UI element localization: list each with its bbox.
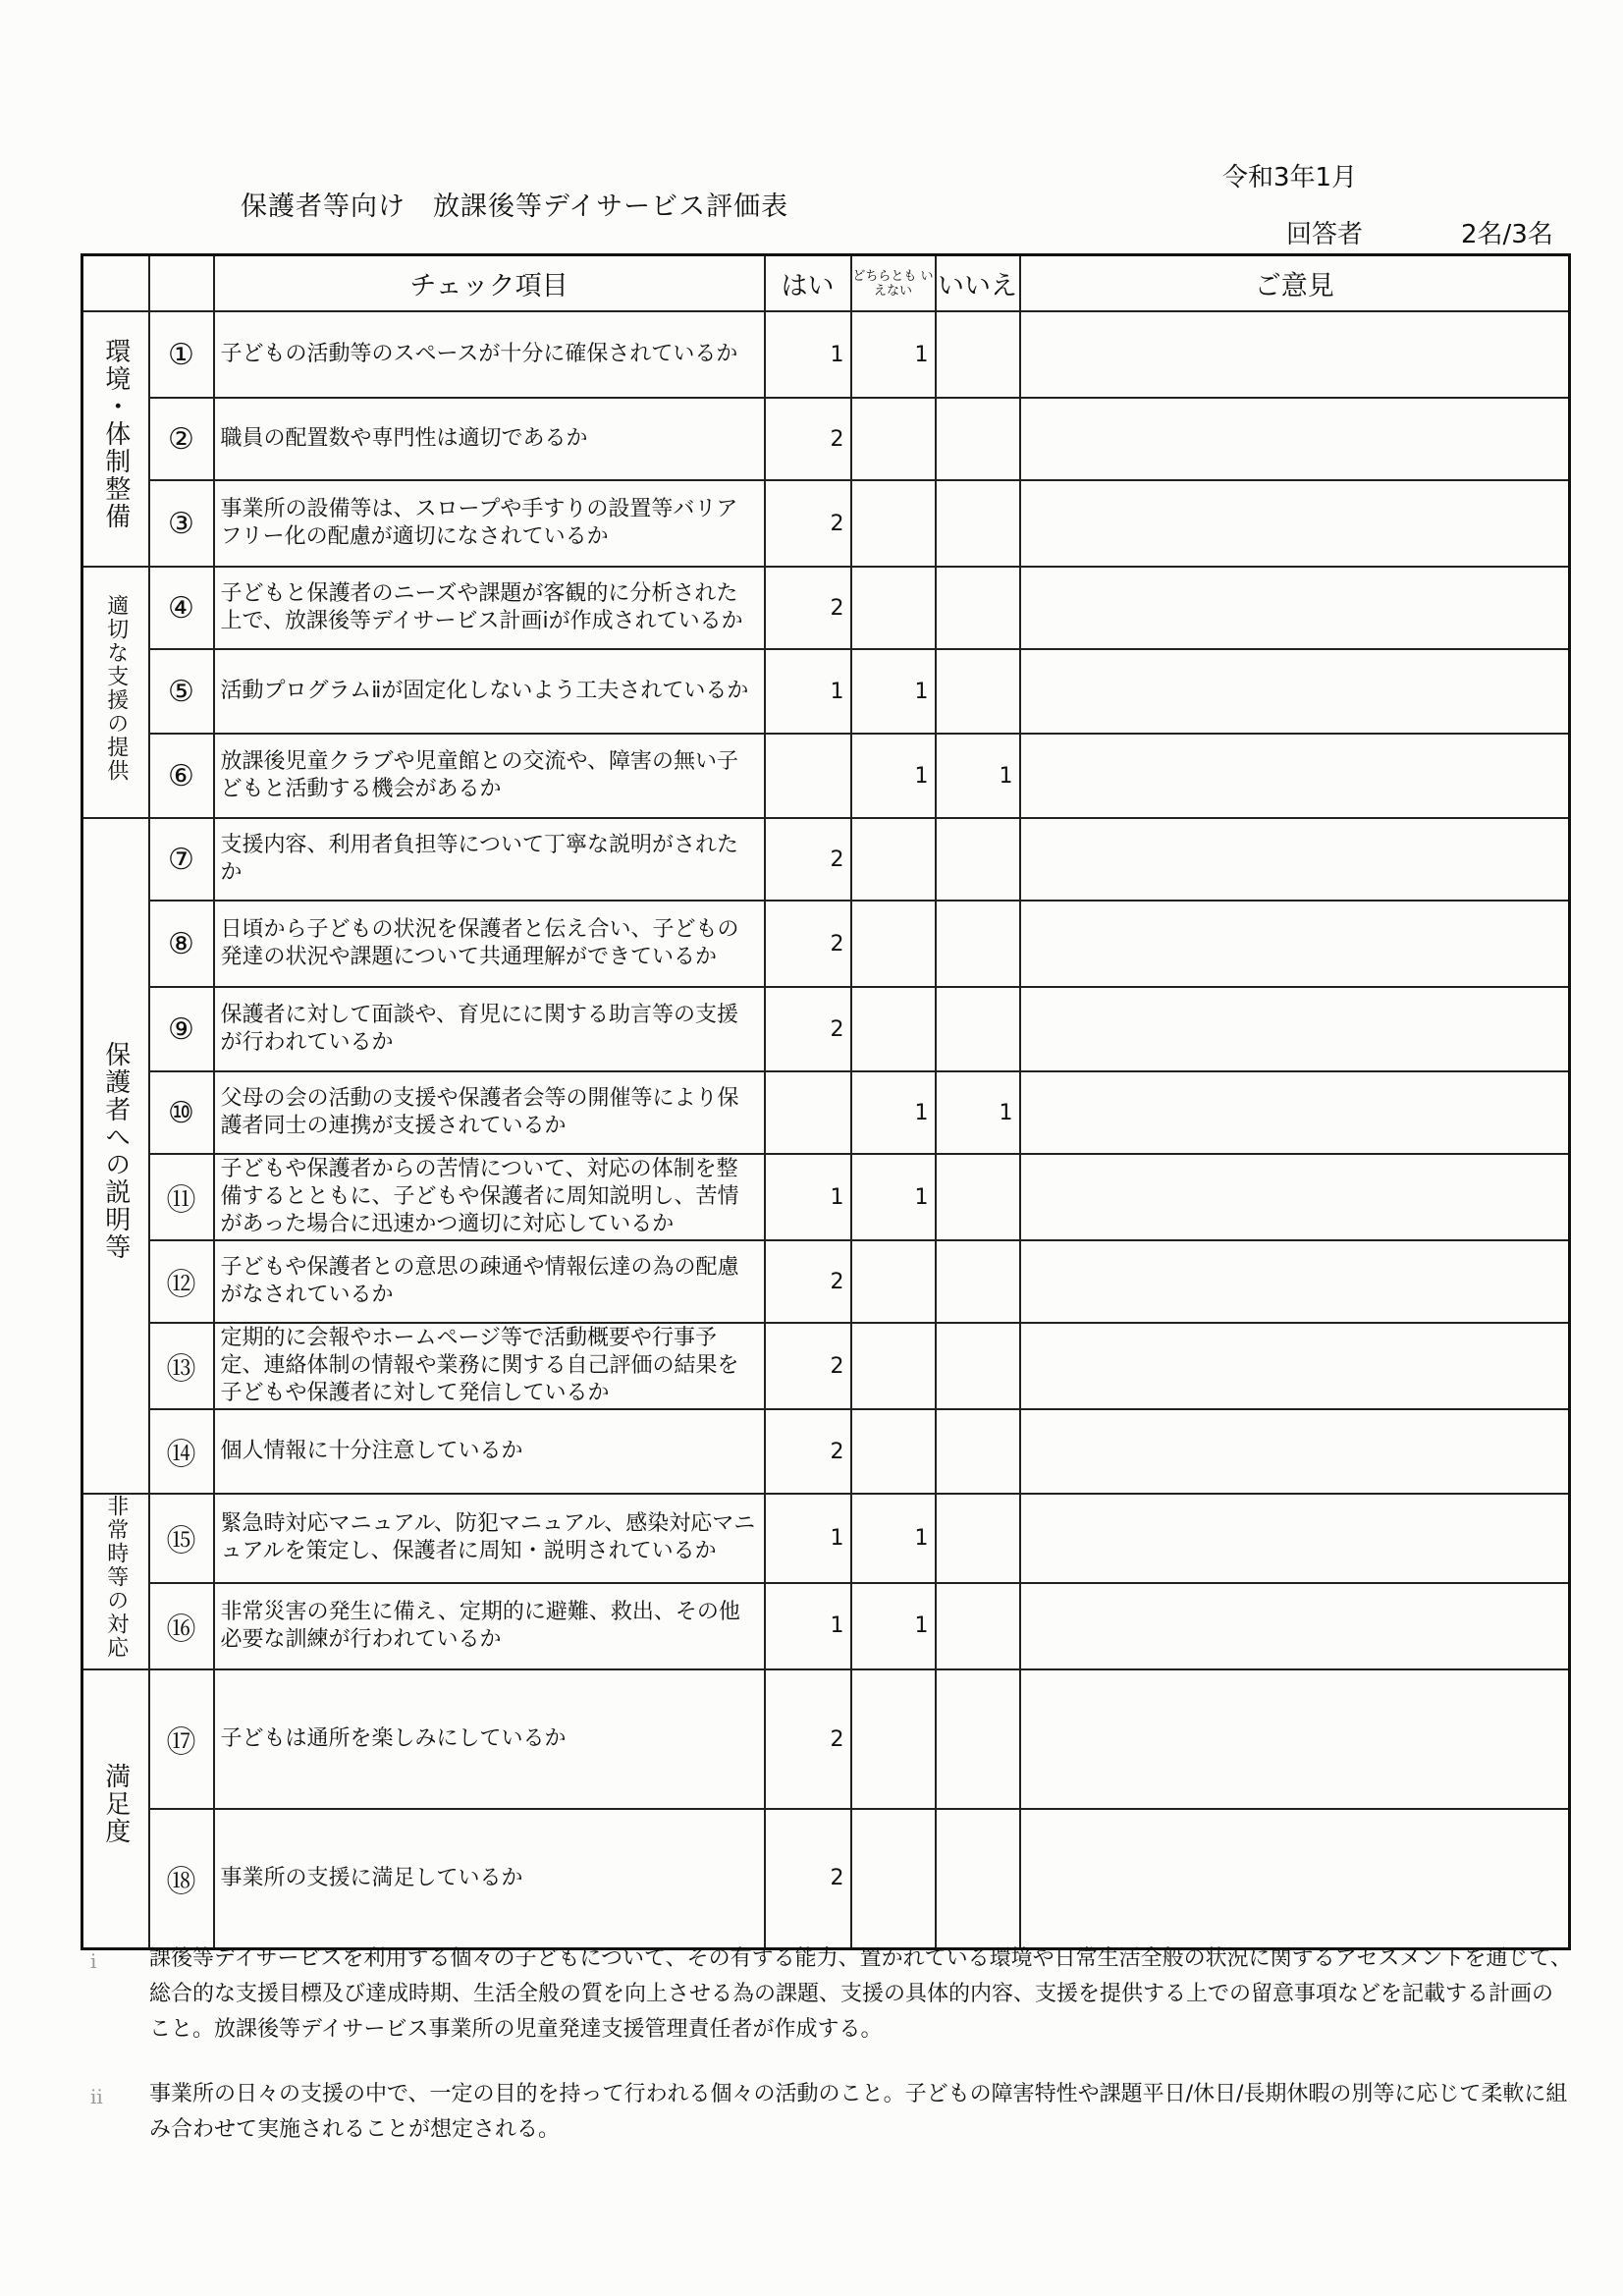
table-row	[82, 567, 1570, 649]
opinion-cell	[1020, 734, 1570, 818]
header-number-cell	[149, 255, 214, 312]
yes-count	[765, 1071, 851, 1154]
no-count	[936, 1409, 1020, 1494]
no-count	[936, 1669, 1020, 1809]
no-count	[936, 818, 1020, 901]
table-row	[82, 734, 1570, 818]
yes-count: 2	[765, 1240, 851, 1323]
neutral-count	[851, 398, 936, 480]
table-row	[82, 987, 1570, 1071]
opinion-cell	[1020, 1809, 1570, 1948]
row-number: ⑰	[149, 1669, 214, 1809]
opinion-cell	[1020, 1494, 1570, 1583]
category-label: 満足度	[100, 1762, 131, 1845]
table-row	[82, 649, 1570, 734]
note-mark: ⅰ	[90, 1949, 97, 1973]
no-count	[936, 398, 1020, 480]
header-no: いいえ	[936, 255, 1020, 312]
opinion-cell	[1020, 1323, 1570, 1409]
check-item-text: 子どもと保護者のニーズや課題が客観的に分析された上で、放課後等デイサービス計画ⅰが作成されているか	[214, 567, 765, 649]
table-row	[82, 1809, 1570, 1948]
row-number: ⑩	[149, 1071, 214, 1154]
no-count	[936, 1323, 1020, 1409]
yes-count: 1	[765, 1154, 851, 1240]
neutral-count	[851, 1809, 936, 1948]
table-row	[82, 1409, 1570, 1494]
yes-count: 1	[765, 649, 851, 734]
row-number: ⑮	[149, 1494, 214, 1583]
row-number: ②	[149, 398, 214, 480]
neutral-count	[851, 901, 936, 987]
category-cell	[82, 1669, 149, 1948]
no-count: 1	[936, 1071, 1020, 1154]
neutral-count: 1	[851, 649, 936, 734]
table-row	[82, 1494, 1570, 1583]
opinion-cell	[1020, 311, 1570, 398]
page-title: 保護者等向け 放課後等デイサービス評価表	[241, 191, 789, 222]
yes-count: 1	[765, 1583, 851, 1669]
check-item-text: 子どもは通所を楽しみにしているか	[214, 1669, 765, 1809]
opinion-cell	[1020, 1583, 1570, 1669]
header-opinion: ご意見	[1020, 255, 1570, 312]
yes-count: 2	[765, 567, 851, 649]
yes-count: 1	[765, 1494, 851, 1583]
row-number: ⑦	[149, 818, 214, 901]
yes-count: 2	[765, 987, 851, 1071]
yes-count: 2	[765, 818, 851, 901]
no-count	[936, 901, 1020, 987]
table-row	[82, 1240, 1570, 1323]
row-number: ③	[149, 480, 214, 567]
check-item-text: 保護者に対して面談や、育児にに関する助言等の支援が行われているか	[214, 987, 765, 1071]
row-number: ⑨	[149, 987, 214, 1071]
table-row	[82, 1323, 1570, 1409]
category-cell	[82, 1494, 149, 1669]
yes-count: 2	[765, 1323, 851, 1409]
row-number: ⑱	[149, 1809, 214, 1948]
neutral-count: 1	[851, 311, 936, 398]
no-count	[936, 1809, 1020, 1948]
opinion-cell	[1020, 901, 1570, 987]
no-count	[936, 1494, 1020, 1583]
note-mark: ⅱ	[90, 2085, 103, 2108]
no-count: 1	[936, 734, 1020, 818]
table-header-row	[82, 255, 1570, 312]
opinion-cell	[1020, 1669, 1570, 1809]
neutral-count: 1	[851, 1154, 936, 1240]
category-cell	[82, 311, 149, 567]
row-number: ⑤	[149, 649, 214, 734]
neutral-count: 1	[851, 1494, 936, 1583]
header-check-item: チェック項目	[214, 255, 765, 312]
category-cell	[82, 818, 149, 1494]
check-item-text: 父母の会の活動の支援や保護者会等の開催等により保護者同士の連携が支援されているか	[214, 1071, 765, 1154]
table-row	[82, 1669, 1570, 1809]
header-neutral: どちらとも いえない	[851, 255, 936, 312]
neutral-count	[851, 1323, 936, 1409]
yes-count: 1	[765, 311, 851, 398]
table-body	[82, 311, 1570, 1948]
table-row	[82, 398, 1570, 480]
table-row	[82, 1154, 1570, 1240]
yes-count: 2	[765, 901, 851, 987]
row-number: ⑬	[149, 1323, 214, 1409]
table-row	[82, 901, 1570, 987]
check-item-text: 子どもや保護者との意思の疎通や情報伝達の為の配慮がなされているか	[214, 1240, 765, 1323]
respondents-label: 回答者	[1286, 220, 1364, 249]
check-item-text: 非常災害の発生に備え、定期的に避難、救出、その他必要な訓練が行われているか	[214, 1583, 765, 1669]
neutral-count	[851, 818, 936, 901]
date-text: 令和3年1月	[1222, 163, 1358, 192]
check-item-text: 支援内容、利用者負担等について丁寧な説明がされたか	[214, 818, 765, 901]
opinion-cell	[1020, 567, 1570, 649]
yes-count: 2	[765, 1669, 851, 1809]
header-category-cell	[82, 255, 149, 312]
no-count	[936, 649, 1020, 734]
category-label: 非常時等の対応	[103, 1495, 129, 1660]
neutral-count: 1	[851, 1583, 936, 1669]
note-text: 事業所の日々の支援の中で、一定の目的を持って行われる個々の活動のこと。子どもの障害特性や課題平日/休日/長期休暇の別等に応じて柔軟に組み合わせて実施されることが想定される。	[149, 2082, 1568, 2142]
neutral-count	[851, 987, 936, 1071]
opinion-cell	[1020, 480, 1570, 567]
check-item-text: 緊急時対応マニュアル、防犯マニュアル、感染対応マニュアルを策定し、保護者に周知・説明されているか	[214, 1494, 765, 1583]
table-row	[82, 1583, 1570, 1669]
category-cell	[82, 567, 149, 818]
yes-count: 2	[765, 398, 851, 480]
row-number: ⑭	[149, 1409, 214, 1494]
check-item-text: 事業所の設備等は、スロープや手すりの設置等バリアフリー化の配慮が適切になされているか	[214, 480, 765, 567]
no-count	[936, 987, 1020, 1071]
neutral-count	[851, 480, 936, 567]
table-row	[82, 480, 1570, 567]
yes-count: 2	[765, 480, 851, 567]
no-count	[936, 567, 1020, 649]
row-number: ④	[149, 567, 214, 649]
header-yes: はい	[765, 255, 851, 312]
check-item-text: 職員の配置数や専門性は適切であるか	[214, 398, 765, 480]
opinion-cell	[1020, 649, 1570, 734]
neutral-count	[851, 1240, 936, 1323]
row-number: ①	[149, 311, 214, 398]
check-item-text: 日頃から子どもの状況を保護者と伝え合い、子どもの発達の状況や課題について共通理解ができているか	[214, 901, 765, 987]
table-row	[82, 1071, 1570, 1154]
no-count	[936, 480, 1020, 567]
neutral-count	[851, 1669, 936, 1809]
no-count	[936, 311, 1020, 398]
yes-count	[765, 734, 851, 818]
neutral-count	[851, 567, 936, 649]
opinion-cell	[1020, 987, 1570, 1071]
note-text: 課後等デイサービスを利用する個々の子どもについて、その有する能力、置かれている環境や日常生活全般の状況に関するアセスメントを通じて、総合的な支援目標及び達成時期、生活全般の質を向上させる為の課題、支援の具体的内容、支援を提供する上での留意事項などを記載する計画のこと。放課後等デイサービス事業所の児童発達支援管理責任者が作成する。	[149, 1946, 1572, 2042]
no-count	[936, 1240, 1020, 1323]
check-item-text: 子どもや保護者からの苦情について、対応の体制を整備するとともに、子どもや保護者に周知説明し、苦情があった場合に迅速かつ適切に対応しているか	[214, 1154, 765, 1240]
neutral-count	[851, 1409, 936, 1494]
respondents-count: 2名/3名	[1461, 220, 1553, 249]
yes-count: 2	[765, 1809, 851, 1948]
opinion-cell	[1020, 818, 1570, 901]
check-item-text: 活動プログラムⅱが固定化しないよう工夫されているか	[214, 649, 765, 734]
table-row	[82, 311, 1570, 398]
row-number: ⑧	[149, 901, 214, 987]
category-label: 保護者への説明等	[100, 1041, 131, 1261]
opinion-cell	[1020, 1071, 1570, 1154]
table-row	[82, 818, 1570, 901]
check-item-text: 定期的に会報やホームページ等で活動概要や行事予定、連絡体制の情報や業務に関する自己評価の結果を子どもや保護者に対して発信しているか	[214, 1323, 765, 1409]
check-item-text: 事業所の支援に満足しているか	[214, 1809, 765, 1948]
check-item-text: 放課後児童クラブや児童館との交流や、障害の無い子どもと活動する機会があるか	[214, 734, 765, 818]
row-number: ⑯	[149, 1583, 214, 1669]
evaluation-table	[81, 253, 1571, 1950]
opinion-cell	[1020, 398, 1570, 480]
check-item-text: 子どもの活動等のスペースが十分に確保されているか	[214, 311, 765, 398]
row-number: ⑪	[149, 1154, 214, 1240]
category-label: 適切な支援の提供	[103, 593, 129, 783]
no-count	[936, 1583, 1020, 1669]
opinion-cell	[1020, 1240, 1570, 1323]
no-count	[936, 1154, 1020, 1240]
row-number: ⑥	[149, 734, 214, 818]
opinion-cell	[1020, 1409, 1570, 1494]
check-item-text: 個人情報に十分注意しているか	[214, 1409, 765, 1494]
neutral-count: 1	[851, 1071, 936, 1154]
opinion-cell	[1020, 1154, 1570, 1240]
row-number: ⑫	[149, 1240, 214, 1323]
category-label: 環境・体制整備	[100, 338, 131, 530]
yes-count: 2	[765, 1409, 851, 1494]
neutral-count: 1	[851, 734, 936, 818]
